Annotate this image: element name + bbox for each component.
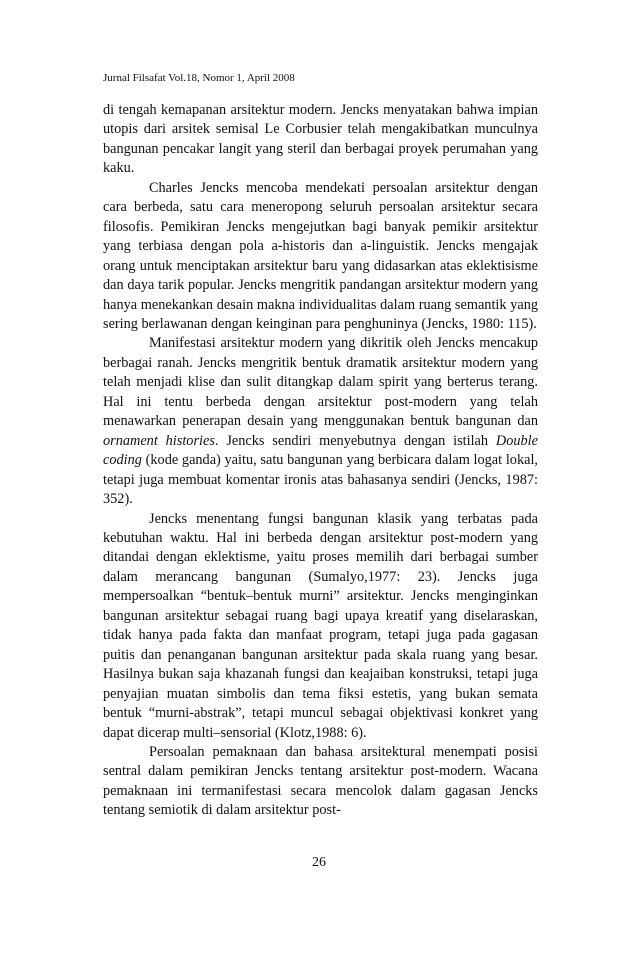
paragraph: [103, 510, 538, 743]
italic-term: Double coding: [103, 432, 538, 469]
body-text: [103, 101, 538, 821]
text-run: Persoalan pemaknaan dan bahasa arsitektural menempati posisi sentral dalam pemikiran Jencks tentang arsitektur post-modern. Wacana pemaknaan ini termanifestasi secara mencolok dalam gagasan Jencks tentang semiotik di dalam arsitektur post-: [103, 743, 538, 819]
text-run: di tengah kemapanan arsitektur modern. Jencks menyatakan bahwa impian utopis dari arsitek semisal Le Corbusier telah mengakibatkan munculnya bangunan pencakar langit yang steril dan berbagai proyek perumahan yang kaku.: [103, 102, 538, 177]
text-run: Charles Jencks mencoba mendekati persoalan arsitektur dengan cara berbeda, satu cara meneropong seluruh persoalan arsitektur secara filosofis. Pemikiran Jencks mengejutkan bagi banyak pemikir arsitektur yang terbiasa dengan pola a-historis dan a-linguistik. Jencks mengajak orang untuk menciptakan arsitektur baru yang didasarkan atas eklektisisme dan daya tarik popular. Jencks mengritik pandangan arsitektur modern yang hanya menekankan desain makna individualitas dalam ruang semantik yang sering berlawanan dengan keinginan para penghuninya (Jencks, 1980: 115).: [103, 179, 538, 332]
italic-term: ornament histories: [103, 432, 215, 449]
paragraph: [103, 179, 538, 335]
paragraph: [103, 101, 538, 179]
paragraph: [103, 743, 538, 821]
paragraph: [103, 334, 538, 509]
text-run: (kode ganda) yaitu, satu bangunan yang berbicara dalam logat lokal, tetapi juga membuat komentar ironis atas bahasanya sendiri (Jencks, 1987: 352).: [103, 452, 538, 508]
text-run: Manifestasi arsitektur modern yang dikritik oleh Jencks mencakup berbagai ranah. Jencks mengritik bentuk dramatik arsitektur modern yang telah menjadi klise dan sulit ditangkap dalam spirit yang berterus terang. Hal ini tentu berbeda dengan arsitektur post-modern yang telah menawarkan penerapan desain yang menggunakan bentuk bangunan dan: [103, 335, 538, 430]
text-run: . Jencks sendiri menyebutnya dengan istilah: [214, 432, 496, 449]
running-header: Jurnal Filsafat Vol.18, Nomor 1, April 2008: [103, 72, 295, 84]
page-number: 26: [312, 855, 326, 870]
text-run: Jencks menentang fungsi bangunan klasik yang terbatas pada kebutuhan waktu. Hal ini berbeda dengan arsitektur post-modern yang ditandai dengan eklektisme, yaitu proses memilih dari berbagai sumber dalam merancang bangunan (Sumalyo,1977: 23). Jencks juga mempersoalkan “bentuk–bentuk murni” arsitektur. Jencks menginginkan bangunan arsitektur sebagai ruang bagi upaya kreatif yang diselaraskan, tidak hanya pada fakta dan manfaat program, tetapi juga pada gagasan puitis dan penanganan bangunan arsitektur pada skala ruang yang besar. Hasilnya bukan saja khazanah fungsi dan keajaiban konstruksi, tetapi juga penyajian muatan simbolis dan tema fiksi estetis, yang bukan semata bentuk “murni-abstrak”, tetapi muncul sebagai objektivasi konkret yang dapat dicerap multi–sensorial (Klotz,1988: 6).: [103, 510, 538, 741]
